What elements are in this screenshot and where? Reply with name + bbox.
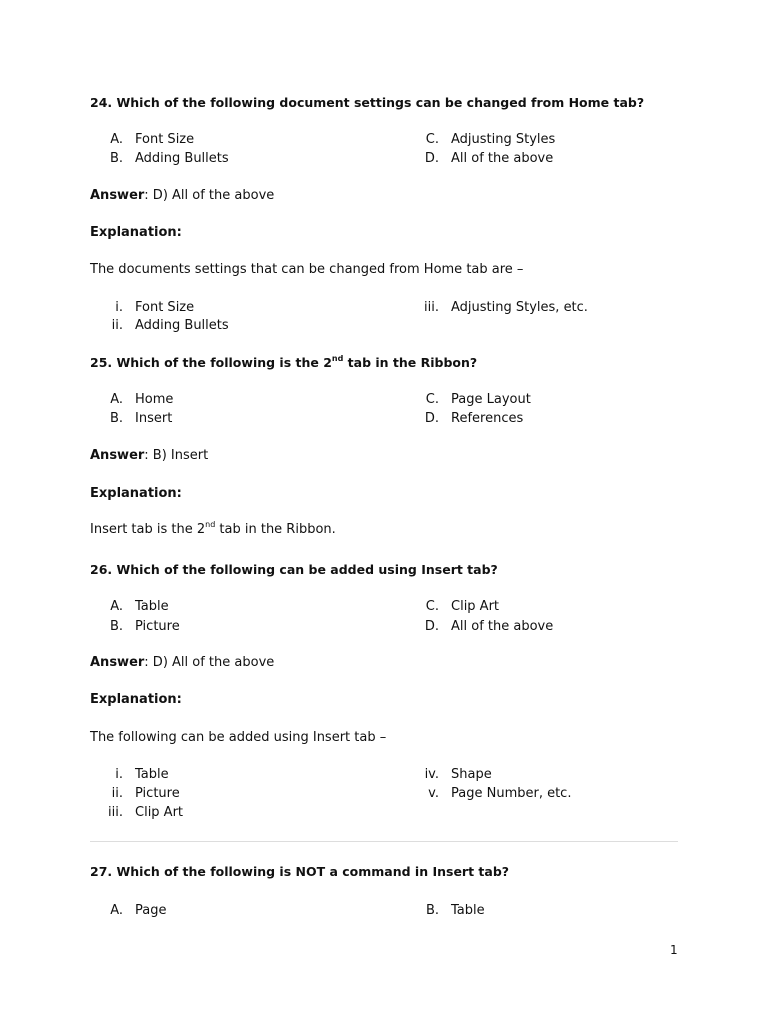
option-26-a xyxy=(110,599,169,614)
list-item-24-iii xyxy=(424,300,588,315)
option-marker: D. xyxy=(424,151,439,166)
list-text: Picture xyxy=(135,786,180,801)
answer-label: Answer xyxy=(90,655,145,670)
list-marker: i. xyxy=(115,300,123,315)
option-marker: A. xyxy=(110,132,123,147)
option-26-d xyxy=(424,619,554,634)
option-24-d xyxy=(424,151,554,166)
list-marker: ii. xyxy=(111,786,123,801)
page-number: 1 xyxy=(670,943,678,957)
option-text: References xyxy=(451,411,524,426)
option-25-d xyxy=(424,411,524,426)
list-marker: iii. xyxy=(424,300,439,315)
option-marker: B. xyxy=(109,151,123,166)
list-marker: i. xyxy=(115,767,123,782)
option-25-c xyxy=(425,392,531,407)
question-text: tab in the Ribbon? xyxy=(343,355,478,370)
option-marker: A. xyxy=(110,392,123,407)
answer-24 xyxy=(90,188,274,203)
question-25 xyxy=(90,355,477,370)
option-text: All of the above xyxy=(451,151,554,166)
explanation-text-26: The following can be added using Insert tab – xyxy=(90,730,387,745)
explanation-text: tab in the Ribbon. xyxy=(215,522,336,537)
option-text: Insert xyxy=(135,411,173,426)
option-text: Font Size xyxy=(135,132,195,147)
list-item-26-ii xyxy=(111,786,180,801)
list-item-26-iii xyxy=(108,805,184,820)
answer-value: : B) Insert xyxy=(144,448,209,463)
question-27: 27. Which of the following is NOT a command in Insert tab? xyxy=(90,864,510,879)
list-text: Font Size xyxy=(135,300,195,315)
explanation-text-25 xyxy=(90,519,336,537)
superscript: nd xyxy=(331,353,344,363)
section-divider xyxy=(90,841,678,842)
option-marker: D. xyxy=(424,619,439,634)
answer-value: : D) All of the above xyxy=(144,188,275,203)
question-26: 26. Which of the following can be added using Insert tab? xyxy=(90,562,498,577)
question-24: 24. Which of the following document settings can be changed from Home tab? xyxy=(90,95,645,110)
list-text: Adjusting Styles, etc. xyxy=(451,300,588,315)
list-item-26-i xyxy=(115,767,169,782)
option-27-a xyxy=(110,903,167,918)
list-marker: ii. xyxy=(111,318,123,333)
list-text: Adding Bullets xyxy=(135,318,229,333)
option-text: Adjusting Styles xyxy=(451,132,556,147)
explanation-text-24: The documents settings that can be changed from Home tab are – xyxy=(90,262,524,277)
option-marker: B. xyxy=(109,619,123,634)
list-item-26-v xyxy=(428,786,572,801)
option-24-c xyxy=(425,132,556,147)
option-marker: C. xyxy=(425,132,439,147)
explanation-label-24: Explanation: xyxy=(90,225,182,240)
superscript: nd xyxy=(205,519,216,529)
answer-label: Answer xyxy=(90,448,145,463)
option-26-c xyxy=(425,599,500,614)
list-marker: iii. xyxy=(108,805,123,820)
list-text: Shape xyxy=(451,767,492,782)
list-text: Table xyxy=(135,767,169,782)
option-text: Clip Art xyxy=(451,599,500,614)
answer-value: : D) All of the above xyxy=(144,655,275,670)
option-text: All of the above xyxy=(451,619,554,634)
answer-26 xyxy=(90,655,274,670)
option-text: Adding Bullets xyxy=(135,151,229,166)
explanation-label-26: Explanation: xyxy=(90,692,182,707)
answer-label: Answer xyxy=(90,188,145,203)
option-marker: B. xyxy=(425,903,439,918)
list-item-24-i xyxy=(115,300,195,315)
question-text: 25. Which of the following is the 2 xyxy=(90,355,332,370)
option-marker: D. xyxy=(424,411,439,426)
option-text: Table xyxy=(135,599,169,614)
option-24-a xyxy=(110,132,195,147)
option-26-b xyxy=(109,619,180,634)
option-27-b xyxy=(425,903,485,918)
list-text: Page Number, etc. xyxy=(451,786,572,801)
option-text: Page xyxy=(135,903,167,918)
explanation-text: Insert tab is the 2 xyxy=(90,522,206,537)
option-24-b xyxy=(109,151,229,166)
list-text: Clip Art xyxy=(135,805,184,820)
list-marker: iv. xyxy=(424,767,439,782)
option-text: Home xyxy=(135,392,174,407)
list-item-26-iv xyxy=(424,767,492,782)
list-marker: v. xyxy=(428,786,439,801)
option-marker: C. xyxy=(425,599,439,614)
list-item-24-ii xyxy=(111,318,229,333)
explanation-label-25: Explanation: xyxy=(90,486,182,501)
answer-25 xyxy=(90,448,208,463)
option-marker: C. xyxy=(425,392,439,407)
option-marker: A. xyxy=(110,599,123,614)
option-marker: B. xyxy=(109,411,123,426)
option-text: Picture xyxy=(135,619,180,634)
option-text: Table xyxy=(451,903,485,918)
option-text: Page Layout xyxy=(451,392,531,407)
option-25-a xyxy=(110,392,174,407)
option-marker: A. xyxy=(110,903,123,918)
option-25-b xyxy=(109,411,173,426)
